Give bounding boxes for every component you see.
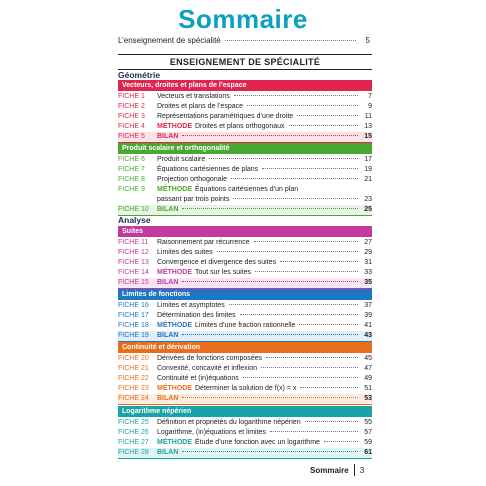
leader-dots — [280, 261, 358, 262]
entries-produit-scalaire — [118, 155, 372, 216]
entry-title: Détermination des limites — [157, 312, 236, 319]
fiche-number: FICHE 28 — [118, 449, 149, 456]
fiche-number: FICHE 22 — [118, 375, 149, 382]
fiche-number: FICHE 4 — [118, 123, 145, 130]
toc-entry-fiche-9[interactable] — [118, 185, 372, 205]
fiche-number: FICHE 1 — [118, 93, 145, 100]
fiche-number: FICHE 14 — [118, 269, 149, 276]
bilan-label: BILAN — [157, 449, 179, 456]
entry-page: 9 — [368, 103, 372, 110]
toc-entry-fiche-12[interactable] — [118, 248, 372, 258]
fiche-number: FICHE 17 — [118, 312, 149, 319]
toc-entry-fiche-14[interactable] — [118, 268, 372, 278]
fiche-number: FICHE 6 — [118, 156, 145, 163]
fiche-number: FICHE 2 — [118, 103, 145, 110]
entry-title: Équations cartésiennes de plans — [157, 166, 259, 173]
entry-page: 59 — [364, 439, 372, 446]
fiche-number: FICHE 26 — [118, 429, 149, 436]
entries-limites — [118, 301, 372, 342]
fiche-number: FICHE 20 — [118, 355, 149, 362]
toc-entry-fiche-1[interactable] — [118, 92, 372, 102]
leader-dots — [233, 198, 358, 199]
method-tag: MÉTHODE — [157, 322, 192, 329]
entry-title: Dérivées de fonctions composées — [157, 355, 263, 362]
entry-title: Étude d’une fonction avec un logarithme — [195, 439, 320, 446]
toc-entry-fiche-25[interactable] — [118, 418, 372, 428]
leader-dots — [262, 168, 358, 169]
toc-entry-fiche-5[interactable] — [118, 132, 372, 143]
fiche-number: FICHE 27 — [118, 439, 149, 446]
entry-page: 33 — [364, 269, 372, 276]
entry-title: Représentations paramétriques d’une droite — [157, 113, 294, 120]
toc-entry-fiche-21[interactable] — [118, 364, 372, 374]
fiche-number: FICHE 7 — [118, 166, 145, 173]
toc-entry-fiche-18[interactable] — [118, 321, 372, 331]
fiche-number: FICHE 5 — [118, 133, 145, 140]
toc-entry-fiche-22[interactable] — [118, 374, 372, 384]
fiche-number: FICHE 13 — [118, 259, 149, 266]
toc-entry-fiche-20[interactable] — [118, 354, 372, 364]
fiche-number: FICHE 25 — [118, 419, 149, 426]
fiche-number: FICHE 11 — [118, 239, 149, 246]
fiche-number: FICHE 18 — [118, 322, 149, 329]
toc-entry-fiche-11[interactable] — [118, 238, 372, 248]
leader-dots — [217, 251, 358, 252]
leader-dots — [297, 115, 358, 116]
entry-title: Équations cartésiennes d’un plan — [195, 186, 299, 193]
toc-entry-fiche-23[interactable] — [118, 384, 372, 394]
entries-logarithme — [118, 418, 372, 459]
entry-title: Produit scalaire — [157, 156, 206, 163]
bilan-label: BILAN — [157, 206, 179, 213]
leader-dots — [324, 441, 358, 442]
entry-title-line2: passant par trois points — [157, 196, 230, 203]
leader-dots — [305, 421, 358, 422]
entry-page: 37 — [364, 302, 372, 309]
entries-continuite — [118, 354, 372, 405]
method-tag: MÉTHODE — [157, 269, 192, 276]
entry-title: Limites et asymptotes — [157, 302, 225, 309]
leader-dots — [182, 208, 358, 209]
toc-entry-fiche-19[interactable] — [118, 331, 372, 342]
toc-entry-fiche-26[interactable] — [118, 428, 372, 438]
entry-page: 7 — [368, 93, 372, 100]
leader-dots — [261, 367, 358, 368]
leader-dots — [182, 334, 358, 335]
bilan-label: BILAN — [157, 133, 179, 140]
entry-title: Raisonnement par récurrence — [157, 239, 250, 246]
leader-dots — [300, 387, 358, 388]
entry-title: Limites des suites — [157, 249, 213, 256]
leader-dots — [182, 451, 358, 452]
footer-divider — [354, 464, 355, 476]
toc-entry-fiche-8[interactable] — [118, 175, 372, 185]
bilan-label: BILAN — [157, 332, 179, 339]
entry-page: 53 — [364, 395, 372, 402]
entry-page: 61 — [364, 449, 372, 456]
toc-entry-fiche-3[interactable] — [118, 112, 372, 122]
entry-title: Convexité, concavité et inflexion — [157, 365, 257, 372]
fiche-number: FICHE 19 — [118, 332, 149, 339]
entry-page: 21 — [364, 176, 372, 183]
fiche-number: FICHE 3 — [118, 113, 145, 120]
entry-page: 29 — [364, 249, 372, 256]
leader-dots — [229, 304, 358, 305]
toc-entry-fiche-7[interactable] — [118, 165, 372, 175]
method-tag: MÉTHODE — [157, 123, 192, 130]
fiche-number: FICHE 15 — [118, 279, 149, 286]
leader-dots — [182, 397, 358, 398]
toc-entry-fiche-6[interactable] — [118, 155, 372, 165]
toc-entry-fiche-15[interactable] — [118, 278, 372, 289]
entry-page: 11 — [364, 113, 372, 120]
entry-title: Tout sur les suites — [195, 269, 252, 276]
leader-dots — [254, 241, 358, 242]
toc-entry-fiche-24[interactable] — [118, 394, 372, 405]
entry-page: 19 — [364, 166, 372, 173]
page-footer — [310, 463, 374, 477]
fiche-number: FICHE 21 — [118, 365, 149, 372]
entry-page: 51 — [364, 385, 372, 392]
fiche-number: FICHE 8 — [118, 176, 145, 183]
entry-page: 55 — [364, 419, 372, 426]
part-heading-analyse: Analyse — [118, 215, 151, 225]
fiche-number: FICHE 23 — [118, 385, 149, 392]
intro-label: L’enseignement de spécialité — [118, 36, 221, 45]
toc-entry-fiche-4[interactable] — [118, 122, 372, 132]
entry-page: 27 — [364, 239, 372, 246]
footer-label: Sommaire — [310, 465, 349, 475]
leader-dots — [270, 431, 358, 432]
category-continuite: Continuité et dérivation — [118, 342, 372, 353]
leader-dots — [247, 105, 358, 106]
fiche-number: FICHE 16 — [118, 302, 149, 309]
entry-title: Projection orthogonale — [157, 176, 228, 183]
entry-title: Vecteurs et translations — [157, 93, 230, 100]
entry-title-wrap — [157, 185, 372, 205]
leader-dots — [225, 40, 356, 41]
category-produit-scalaire: Produit scalaire et orthogonalité — [118, 143, 372, 154]
method-tag: MÉTHODE — [157, 439, 192, 446]
leader-dots — [182, 135, 358, 136]
leader-dots — [182, 281, 358, 282]
category-suites: Suites — [118, 226, 372, 237]
toc-entry-fiche-10[interactable] — [118, 205, 372, 216]
entries-vecteurs — [118, 92, 372, 143]
part-heading-geometrie: Géométrie — [118, 70, 161, 80]
entry-page: 39 — [364, 312, 372, 319]
entry-page: 17 — [364, 156, 372, 163]
toc-entry-fiche-13[interactable] — [118, 258, 372, 268]
fiche-number: FICHE 10 — [118, 206, 149, 213]
entry-title: Continuité et (in)équations — [157, 375, 239, 382]
page-title: Sommaire — [178, 4, 308, 34]
entry-page: 43 — [364, 332, 372, 339]
entry-page: 15 — [364, 133, 372, 140]
leader-dots — [299, 324, 358, 325]
leader-dots — [231, 178, 358, 179]
method-tag: MÉTHODE — [157, 186, 192, 193]
bilan-label: BILAN — [157, 279, 179, 286]
toc-intro-entry[interactable] — [118, 36, 370, 48]
leader-dots — [289, 125, 359, 126]
fiche-number: FICHE 24 — [118, 395, 149, 402]
method-tag: MÉTHODE — [157, 385, 192, 392]
entry-page: 35 — [364, 279, 372, 286]
footer-page-number: 3 — [359, 465, 365, 475]
entry-page: 31 — [364, 259, 372, 266]
entry-page: 41 — [364, 322, 372, 329]
intro-page: 5 — [365, 36, 370, 45]
toc-entry-fiche-2[interactable] — [118, 102, 372, 112]
entry-title: Limites d’une fraction rationnelle — [195, 322, 296, 329]
section-banner: ENSEIGNEMENT DE SPÉCIALITÉ — [118, 54, 372, 70]
entry-page: 49 — [364, 375, 372, 382]
category-limites: Limites de fonctions — [118, 289, 372, 300]
entries-suites — [118, 238, 372, 289]
entry-page: 23 — [364, 196, 372, 203]
fiche-number: FICHE 12 — [118, 249, 149, 256]
toc-entry-fiche-17[interactable] — [118, 311, 372, 321]
toc-entry-fiche-27[interactable] — [118, 438, 372, 448]
leader-dots — [240, 314, 358, 315]
category-vecteurs: Vecteurs, droites et plans de l’espace — [118, 80, 372, 91]
leader-dots — [234, 95, 358, 96]
leader-dots — [266, 357, 358, 358]
entry-page: 45 — [364, 355, 372, 362]
entry-page: 47 — [364, 365, 372, 372]
fiche-number: FICHE 9 — [118, 186, 145, 193]
leader-dots — [243, 377, 358, 378]
entry-page: 25 — [364, 206, 372, 213]
bilan-label: BILAN — [157, 395, 179, 402]
entry-page: 57 — [364, 429, 372, 436]
leader-dots — [209, 158, 358, 159]
entry-title: Définition et propriétés du logarithme népérien — [157, 419, 301, 426]
category-logarithme: Logarithme népérien — [118, 406, 372, 417]
entry-title: Droites et plans orthogonaux — [195, 123, 285, 130]
toc-entry-fiche-16[interactable] — [118, 301, 372, 311]
entry-title: Déterminer la solution de f(x) = x — [195, 385, 297, 392]
toc-entry-fiche-28[interactable] — [118, 448, 372, 459]
entry-title: Logarithme, (in)équations et limites — [157, 429, 266, 436]
entry-title: Convergence et divergence des suites — [157, 259, 277, 266]
entry-page: 13 — [364, 123, 372, 130]
leader-dots — [255, 271, 358, 272]
entry-title: Droites et plans de l’espace — [157, 103, 243, 110]
